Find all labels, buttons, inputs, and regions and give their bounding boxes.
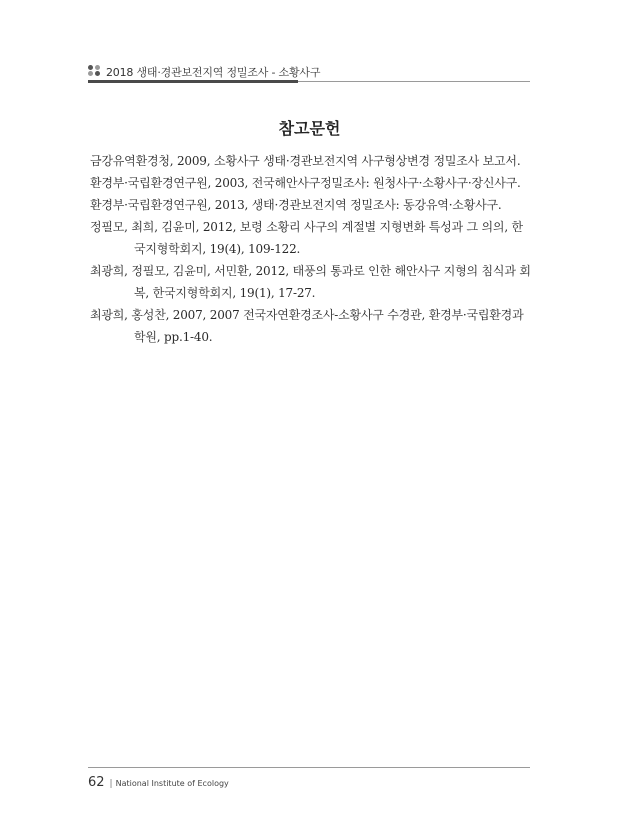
- reference-item: 환경부·국립환경연구원, 2013, 생태·경관보전지역 정밀조사: 동강유역·소황사구.: [90, 198, 502, 212]
- page-footer: [88, 771, 229, 790]
- reference-item: 정필모, 최희, 김윤미, 2012, 보령 소황리 사구의 계절별 지형변화 특성과 그 의의, 한국지형학회지, 19(4), 109-122.: [90, 220, 523, 256]
- header-dots-icon: [88, 65, 102, 77]
- footer-institution: National Institute of Ecology: [115, 779, 229, 788]
- running-header: [88, 64, 530, 88]
- footer-separator: |: [109, 779, 113, 789]
- running-title: 2018 생태·경관보전지역 정밀조사 - 소황사구: [106, 66, 321, 79]
- reference-list: [90, 150, 534, 348]
- header-rule: [88, 80, 298, 83]
- page-number: 62: [88, 775, 105, 790]
- footer-rule: [88, 767, 530, 768]
- header-rule-thin: [298, 81, 530, 82]
- section-title: 참고문헌: [278, 119, 341, 138]
- reference-item: 금강유역환경청, 2009, 소황사구 생태·경관보전지역 사구형상변경 정밀조사 보고서.: [90, 154, 521, 168]
- reference-item: 환경부·국립환경연구원, 2003, 전국해안사구정밀조사: 원청사구·소황사구·장신사구.: [90, 176, 521, 190]
- reference-item: 최광희, 정필모, 김윤미, 서민환, 2012, 태풍의 통과로 인한 해안사구 지형의 침식과 회복, 한국지형학회지, 19(1), 17-27.: [90, 264, 531, 300]
- reference-item: 최광희, 홍성찬, 2007, 2007 전국자연환경조사-소황사구 수경관, 환경부·국립환경과학원, pp.1-40.: [90, 308, 524, 344]
